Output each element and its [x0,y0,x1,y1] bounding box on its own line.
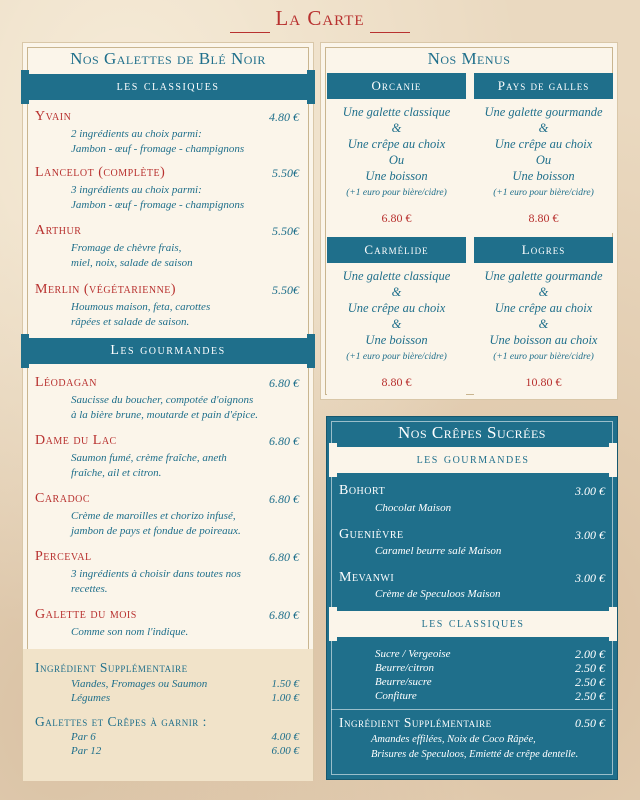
menu-note: (+1 euro pour bière/cidre) [493,188,594,198]
galette-desc [71,625,188,640]
crepe-classique-label: Sucre / Vergeoise [375,648,451,660]
menu-line: Une boisson [365,169,428,183]
galette-desc-line: Jambon - œuf - fromage - champignons [71,143,245,155]
crepe-classique-price: 2.50 € [575,675,605,689]
crepe-desc: Chocolat Maison [375,502,452,514]
menu-line: Une crêpe au choix [494,137,593,151]
galette-desc-line: Jambon - œuf - fromage - champignons [71,199,245,211]
galette-desc [71,241,193,271]
galette-desc-line: recettes. [71,583,108,595]
galette-desc-line: miel, noix, salade de saison [71,257,193,269]
galette-desc [71,509,241,539]
galette-price: 5.50€ [272,166,299,180]
menu-note: (+1 euro pour bière/cidre) [346,352,447,362]
galette-name: Merlin (végétarienne) [35,282,177,297]
galettes-panel [22,42,314,780]
menus-panel [320,42,618,400]
galette-price: 6.80 € [269,492,299,506]
galette-desc-line: 2 ingrédients au choix parmi: [71,128,202,140]
a-garnir-row-price: 6.00 € [271,745,299,757]
crepe-classique-label: Confiture [375,690,417,702]
menu-line: & [391,285,402,299]
galette-desc-line: Crème de maroilles et chorizo infusé, [71,510,236,522]
galette-name: Galette du mois [35,607,137,622]
crepes-supplement-desc [371,732,578,762]
crepe-name: Mevanwi [339,570,395,585]
galette-name: Lancelot (complète) [35,165,166,180]
crepe-name: Guenièvre [339,527,404,542]
galette-desc-line: 3 ingrédients à choisir dans toutes nos [71,568,241,580]
galette-price: 5.50€ [272,283,299,297]
crepes-supplement-title: Ingrédient Supplémentaire [339,715,492,730]
galette-desc-line: fraîche, ail et citron. [71,467,162,479]
crepes-gourmandes-band: les gourmandes [331,447,615,473]
galette-name: Dame du Lac [35,433,117,448]
menu-name: Pays de galles [474,73,613,99]
galette-desc-line: jambon de pays et fondue de poireaux. [71,525,241,537]
galette-desc-line: Fromage de chèvre frais, [71,242,182,254]
a-garnir-title: Galettes et Crêpes à garnir : [35,714,207,729]
galette-name: Perceval [35,549,92,564]
galette-desc-line: Saucisse du boucher, compotée d'oignons [71,394,254,406]
menu-line: Une crêpe au choix [494,301,593,315]
menu-name: Carmélide [327,237,466,263]
menu-line: Ou [535,153,552,167]
menu-line: Une boisson [512,169,575,183]
menu-card-logres [474,237,613,395]
crepe-name: Bohort [339,483,386,498]
menu-line: Une galette gourmande [484,105,603,119]
galette-name: Arthur [35,223,82,238]
galette-desc-line: Saumon fumé, crème fraîche, aneth [71,452,227,464]
galette-name: Caradoc [35,491,91,506]
crepes-supplement-price: 0.50 € [575,716,605,730]
menu-name: Logres [474,237,613,263]
crepes-panel [326,416,618,780]
menu-line: Une galette classique [342,105,451,119]
galette-desc [71,393,258,423]
galette-desc-line: Comme son nom l'indique. [71,626,189,638]
galette-desc [71,183,244,213]
galettes-heading: Nos Galettes de Blé Noir [70,49,266,68]
galette-price: 6.80 € [269,608,299,622]
menu-price: 6.80 € [381,211,412,225]
crepe-price: 3.00 € [575,571,605,585]
supplement-row-price: 1.00 € [271,692,299,704]
crepes-supplement-desc-line: Amandes effilées, Noix de Coco Râpée, [371,734,536,745]
crepes-supplement-desc-line: Brisures de Speculoos, Emietté de crêpe dentelle. [371,749,579,760]
galette-desc [71,451,227,481]
galette-desc-line: 3 ingrédients au choix parmi: [71,184,202,196]
menu-line: Une galette classique [342,269,451,283]
galettes-classiques-band: les classiques [23,74,313,100]
title-rule-right [370,32,410,33]
a-garnir-row-price: 4.00 € [271,731,299,743]
title-rule-left [230,32,270,33]
crepes-classiques-band: les classiques [331,611,615,637]
menu-line: Une crêpe au choix [347,137,446,151]
galette-price: 5.50€ [272,224,299,238]
galette-price: 4.80 € [269,110,299,124]
page-title: La Carte [275,6,365,30]
crepes-supplement-divider [331,709,613,710]
menu-note: (+1 euro pour bière/cidre) [346,188,447,198]
galettes-gourmandes-band: Les gourmandes [23,338,313,364]
supplement-row-price: 1.50 € [271,678,299,690]
a-garnir-row-label: Par 6 [71,731,96,743]
galette-desc [71,300,210,330]
crepe-classique-price: 2.00 € [575,647,605,661]
menu-card-orcanie [327,73,466,233]
crepe-price: 3.00 € [575,528,605,542]
menu-line: Une boisson [365,333,428,347]
menu-price: 8.80 € [528,211,559,225]
menu-line: Une crêpe au choix [347,301,446,315]
crepe-desc: Caramel beurre salé Maison [375,545,502,557]
crepe-classique-price: 2.50 € [575,661,605,675]
crepe-classique-label: Beurre/citron [375,662,435,674]
menu-line: & [538,121,549,135]
galette-price: 6.80 € [269,434,299,448]
a-garnir-row-label: Par 12 [71,745,102,757]
galette-name: Yvain [35,109,72,124]
crepe-classique-label: Beurre/sucre [375,676,432,688]
galette-desc [71,127,244,157]
crepe-price: 3.00 € [575,484,605,498]
menu-line: & [391,121,402,135]
supplement-row-label: Légumes [71,692,111,704]
galette-price: 6.80 € [269,550,299,564]
menu-price: 8.80 € [381,375,412,389]
menu-price: 10.80 € [525,375,562,389]
menu-line: & [391,317,402,331]
supplement-row-label: Viandes, Fromages ou Saumon [71,678,208,690]
galette-name: Léodagan [35,375,97,390]
crepes-heading: Nos Crêpes Sucrées [398,423,546,442]
menu-line: Une galette gourmande [484,269,603,283]
menu-line: Une boisson au choix [489,333,598,347]
menu-line: Ou [388,153,405,167]
galette-desc-line: à la bière brune, moutarde et pain d'épice. [71,409,258,421]
menu-note: (+1 euro pour bière/cidre) [493,352,594,362]
menu-line: & [538,285,549,299]
crepe-desc: Crème de Speculoos Maison [375,588,501,600]
galette-price: 6.80 € [269,376,299,390]
menu-card-carmelide [327,237,466,395]
menu-card-pays-de-galles [474,73,613,233]
menu-name: Orcanie [327,73,466,99]
galette-desc [71,567,241,597]
crepe-classique-price: 2.50 € [575,689,605,703]
galettes-supplement-title: Ingrédient Supplémentaire [35,660,188,675]
menu-line: & [538,317,549,331]
menus-heading: Nos Menus [427,49,511,68]
galette-desc-line: râpées et salade de saison. [71,316,190,328]
galette-desc-line: Houmous maison, feta, carottes [71,301,211,313]
